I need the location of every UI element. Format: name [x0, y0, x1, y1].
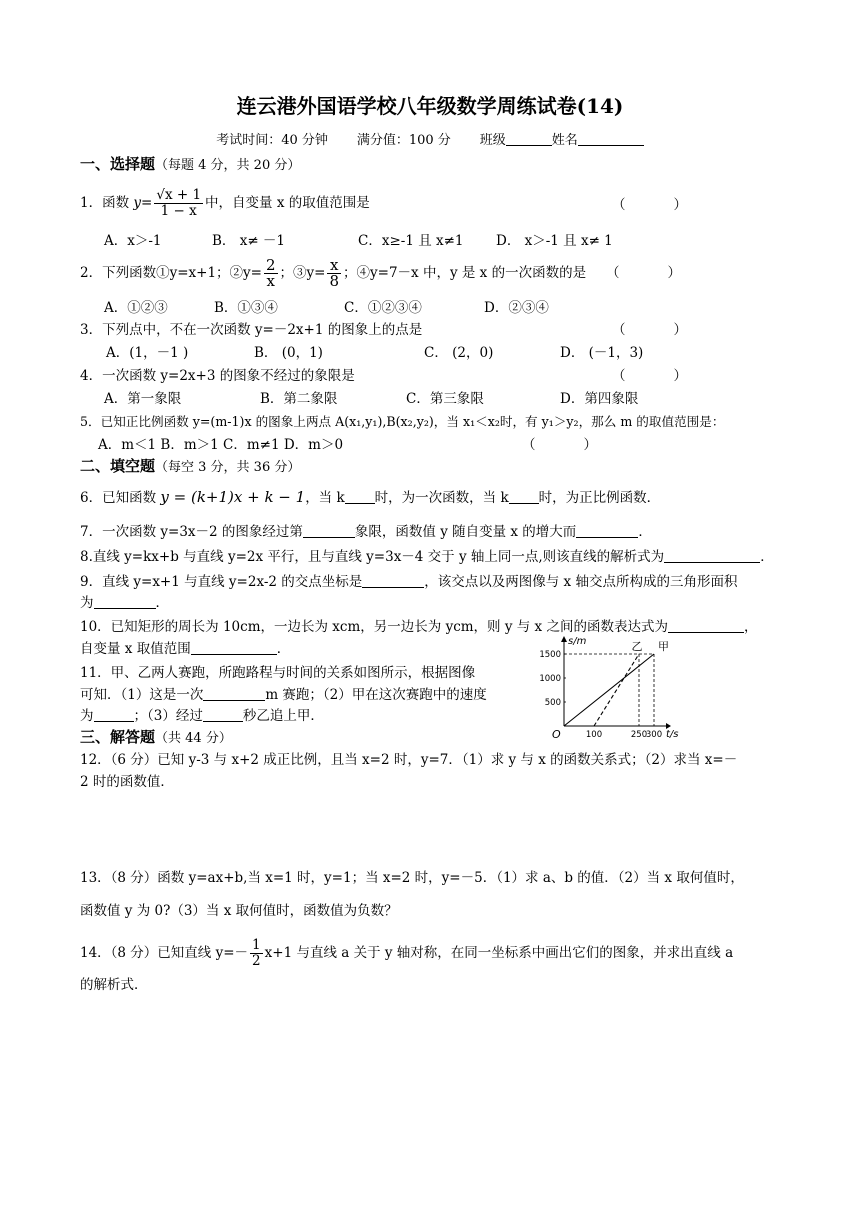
q2-fraction-2: $\frac{x}{8}$	[329, 256, 340, 290]
q3-option-a[interactable]: A．(1，－1 )	[106, 345, 189, 361]
q2-option-d[interactable]: D．②③④	[484, 300, 549, 316]
q4-answer-paren[interactable]: （ ）	[612, 368, 687, 384]
series-label: 乙	[631, 640, 643, 653]
section-answer-note: （共 44 分）	[155, 731, 232, 746]
y-axis-arrow	[561, 636, 567, 642]
question-12-line-2: 2 时的函数值．	[80, 774, 174, 790]
race-chart	[538, 634, 688, 742]
question-9-cont: 为 ．	[80, 595, 169, 611]
q2-option-a[interactable]: A．①②③	[104, 300, 168, 316]
q4-option-c[interactable]: C．第三象限	[406, 391, 484, 407]
exam-score: 满分值：100 分	[356, 133, 451, 148]
q11-blank-2[interactable]	[94, 707, 134, 722]
question-7: 7．一次函数 y=3x－2 的图象经过第 象限，函数值 y 随自变量 x 的增大而 ．	[80, 524, 652, 540]
question-12: 12．（6 分）已知 y-3 与 x+2 成正比例，且当 x=2 时，y=7．（1）求 y 与 x 的函数关系式；（2）求当 x=－	[80, 752, 738, 768]
question-3: 3．下列点中，不在一次函数 y=－2x+1 的图象上的点是	[80, 322, 423, 338]
q10-blank-2[interactable]	[191, 640, 277, 655]
q2-option-c[interactable]: C．①②③④	[344, 300, 422, 316]
q2-option-b[interactable]: B．①③④	[214, 300, 278, 316]
question-14: 14．（8 分）已知直线 y=－ $\frac{1}{2}$ x+1 与直线 a 关于 y 轴对称，在同一坐标系中画出它们的图象，并求出直线 a	[80, 937, 734, 969]
q3-option-b[interactable]: B． (0，1)	[254, 345, 323, 361]
q1-text-post: 中，自变量 x 的取值范围是	[205, 195, 370, 211]
section-fill-title: 二、填空题	[80, 457, 156, 475]
q8-blank[interactable]	[664, 548, 760, 563]
page-title: 连云港外国语学校八年级数学周练试卷(14)	[236, 94, 624, 118]
question-6: 6．已知函数 y = (k+1)x + k − 1，当 k 时，为一次函数，当 k 时，为正比例函数．	[80, 488, 661, 506]
x-tick-label: 300	[645, 730, 663, 740]
class-blank[interactable]	[506, 131, 552, 146]
q1-text: 1．函数	[80, 195, 130, 211]
q6-expression: y = (k+1)x + k − 1	[160, 488, 306, 506]
section-fill-note: （每空 3 分，共 36 分）	[155, 460, 301, 475]
q1-y: y	[133, 195, 142, 211]
q3-option-c[interactable]: C． (2，0)	[424, 345, 494, 361]
question-11-line-2: 可知．（1）这是一次 m 赛跑；（2）甲在这次赛跑中的速度	[80, 687, 487, 703]
question-10: 10．已知矩形的周长为 10cm，一边长为 xcm，另一边长为 ycm，则 y 与 x 之间的函数表达式为 ，	[80, 619, 758, 635]
q4-option-a[interactable]: A．第一象限	[104, 391, 182, 407]
question-5: 5．已知正比例函数 y=(m-1)x 的图象上两点 A(x₁,y₁),B(x₂,y₂)，当 x₁＜x₂时，有 y₁＞y₂，那么 m 的取值范围是：	[80, 414, 725, 429]
question-10-cont: 自变量 x 取值范围 ．	[80, 641, 291, 657]
y-tick-label: 1500	[539, 650, 561, 660]
q7-blank-1[interactable]	[303, 523, 355, 538]
q1-answer-paren[interactable]: （ ）	[612, 197, 687, 213]
q1-option-b[interactable]: B． x≠ －1	[212, 233, 286, 249]
question-14-line-2: 的解析式．	[80, 977, 148, 993]
section-choice-title: 一、选择题	[80, 155, 156, 173]
exam-time: 考试时间：40 分钟	[216, 133, 328, 148]
class-label: 班级	[479, 133, 506, 148]
y-axis-label: s/m	[568, 636, 587, 647]
question-11: 11．甲、乙两人赛跑，所跑路程与时间的关系如图所示，根据图像	[80, 665, 476, 681]
q1-fraction-num: √x + 1	[156, 187, 202, 203]
x-tick-label: 100	[585, 730, 603, 740]
q6-blank-2[interactable]	[509, 489, 539, 504]
q14-fraction: $\frac{1}{2}$	[252, 937, 261, 969]
series-label: 甲	[658, 640, 669, 653]
q1-fraction-den: 1 − x	[160, 203, 197, 219]
q7-blank-2[interactable]	[576, 523, 638, 538]
q2-fraction-1: $\frac{2}{x}$	[265, 256, 276, 290]
section-choice	[80, 154, 300, 176]
question-1: 1．函数 y= $\frac{√x + 1}{1 - x}$ 中，自变量 x 的取值范围是	[80, 187, 370, 219]
q4-option-b[interactable]: B．第二象限	[260, 391, 338, 407]
name-blank[interactable]	[578, 131, 644, 146]
question-4: 4．一次函数 y=2x+3 的图象不经过的象限是	[80, 368, 355, 384]
question-8: 8.直线 y=kx+b 与直线 y=2x 平行，且与直线 y=3x－4 交于 y 轴上同一点,则该直线的解析式为 ．	[80, 549, 774, 565]
y-tick-label: 1000	[539, 674, 561, 684]
question-9: 9．直线 y=x+1 与直线 y=2x-2 的交点坐标是 ，该交点以及两图像与 x 轴交点所构成的三角形面积	[80, 574, 738, 590]
q3-option-d[interactable]: D． (－1，3)	[560, 345, 644, 361]
question-13: 13．（8 分）函数 y=ax+b,当 x=1 时，y=1；当 x=2 时，y=－5．（1）求 a、b 的值．（2）当 x 取何值时，	[80, 870, 744, 886]
section-fill	[80, 456, 300, 478]
y-tick-label: 500	[544, 698, 561, 708]
question-13-line-2: 函数值 y 为 0?（3）当 x 取何值时，函数值为负数？	[80, 903, 398, 919]
q9-blank-2[interactable]	[94, 594, 156, 609]
exam-info	[0, 131, 860, 151]
q10-blank-1[interactable]	[668, 618, 744, 633]
q2-text: 2．下列函数①y=x+1；②y=	[80, 265, 262, 281]
q11-blank-3[interactable]	[203, 707, 243, 722]
q3-answer-paren[interactable]: （ ）	[612, 322, 687, 338]
q2-answer-paren[interactable]: （ ）	[606, 265, 681, 281]
section-choice-note: （每题 4 分，共 20 分）	[155, 158, 301, 173]
q9-blank-1[interactable]	[362, 573, 424, 588]
q1-option-a[interactable]: A．x＞-1	[104, 233, 162, 249]
q6-blank-1[interactable]	[345, 489, 375, 504]
question-2: 2．下列函数①y=x+1；②y= $\frac{2}{x}$ ；③y= $\frac{x}{8}$ ；④y=7－x 中，y 是 x 的一次函数的是	[80, 256, 587, 290]
name-label: 姓名	[551, 133, 578, 148]
q5-options[interactable]: A．m＜1 B．m＞1 C．m≠1 D．m＞0	[98, 437, 344, 453]
x-tick-label: 250	[630, 730, 648, 740]
q1-option-c[interactable]: C．x≥-1 且 x≠1	[358, 233, 464, 249]
section-answer-title: 三、解答题	[80, 728, 156, 746]
q11-blank-1[interactable]	[203, 686, 265, 701]
series-line-yi	[594, 654, 639, 726]
q4-option-d[interactable]: D．第四象限	[560, 391, 639, 407]
question-11-line-3: 为 ；（3）经过 秒乙追上甲．	[80, 708, 324, 724]
q1-option-d[interactable]: D． x＞-1 且 x≠ 1	[496, 233, 613, 249]
section-answer	[80, 727, 232, 749]
q5-answer-paren[interactable]: （ ）	[522, 437, 597, 453]
q1-fraction	[154, 188, 203, 219]
series-line-jia	[564, 654, 654, 726]
origin-label: O	[552, 728, 561, 741]
x-axis-label: t/s	[666, 729, 679, 740]
